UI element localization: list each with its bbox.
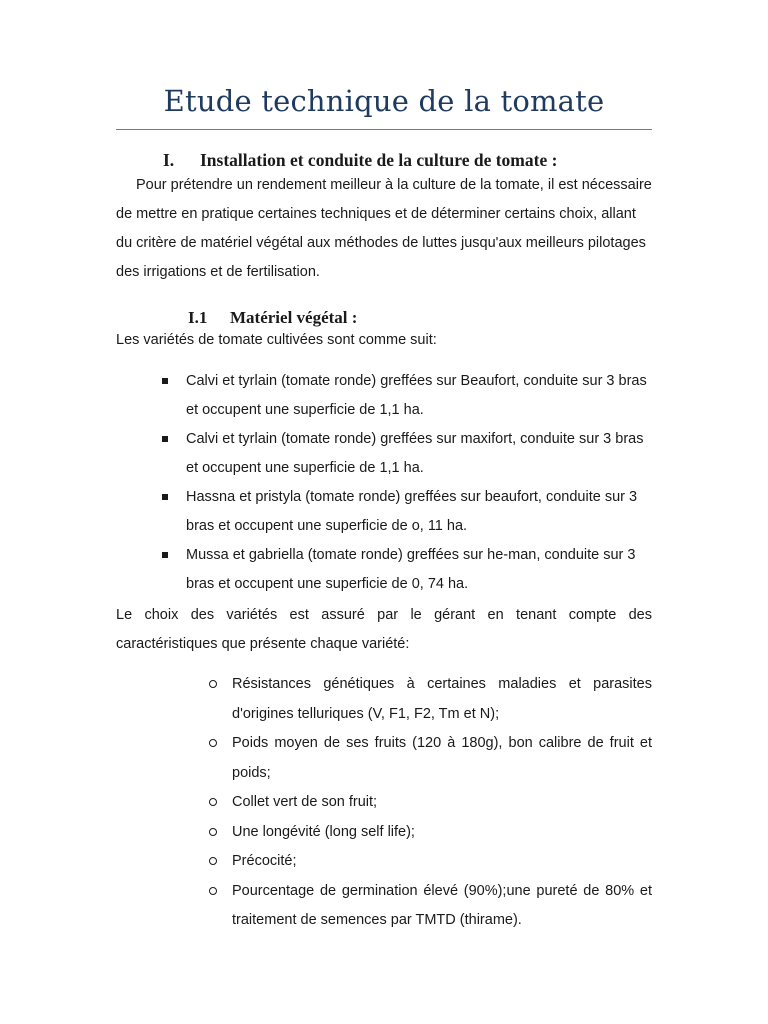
list-item	[160, 367, 656, 425]
circle-bullet-icon	[209, 887, 217, 895]
square-bullet-icon	[162, 436, 168, 442]
list-item-text: Collet vert de son fruit;	[232, 794, 378, 810]
title-underline	[116, 129, 652, 130]
criteria-list	[207, 670, 652, 936]
list-item-text: Pourcentage de germination élevé (90%);une pureté de 80% et traitement de semences par TMTD (thirame).	[232, 882, 652, 928]
circle-bullet-icon	[209, 798, 217, 806]
list-item-text: Précocité;	[232, 853, 297, 869]
intro-text: Pour prétendre un rendement meilleur à la culture de la tomate, il est nécessaire de mettre en pratique certaines techniques et de déterminer certains choix, allant du critère de matériel végétal aux méthodes de luttes jusqu'aux meilleurs pilotages des irrigations et de fertilisation.	[116, 177, 652, 280]
section-title: Installation et conduite de la culture de tomate :	[200, 150, 558, 170]
circle-bullet-icon	[209, 680, 217, 688]
list-item-text: Hassna et pristyla (tomate ronde) greffées sur beaufort, conduite sur 3 bras et occupent une superficie de o, 11 ha.	[186, 489, 638, 534]
list-item	[160, 483, 656, 541]
document-title: Etude technique de la tomate	[163, 84, 605, 118]
list-item	[207, 670, 652, 729]
list-item-text: Une longévité (long self life);	[232, 823, 415, 840]
list-item-text: Résistances génétiques à certaines maladies et parasites d'origines telluriques (V, F1, F2, Tm et N);	[232, 676, 652, 722]
list-item	[160, 541, 656, 599]
circle-bullet-icon	[209, 857, 217, 865]
square-bullet-icon	[162, 494, 168, 500]
section-heading	[163, 150, 557, 171]
circle-bullet-icon	[209, 828, 217, 836]
list-item	[207, 847, 652, 877]
subsection-title: Matériel végétal :	[230, 308, 358, 327]
list-item-text: Poids moyen de ses fruits (120 à 180g), bon calibre de fruit et poids;	[232, 735, 652, 781]
list-item	[207, 729, 652, 788]
list-item	[160, 425, 656, 483]
square-bullet-icon	[162, 378, 168, 384]
list-item	[207, 818, 652, 848]
varieties-lead: Les variétés de tomate cultivées sont comme suit:	[116, 332, 437, 348]
list-item-text: Calvi et tyrlain (tomate ronde) greffées sur maxifort, conduite sur 3 bras et occupent une superficie de 1,1 ha.	[186, 431, 644, 476]
choice-paragraph: Le choix des variétés est assuré par le gérant en tenant compte des caractéristiques que présente chaque variété:	[116, 607, 652, 652]
section-number: I.	[163, 150, 175, 170]
varieties-list	[160, 367, 656, 599]
list-item	[207, 788, 652, 818]
square-bullet-icon	[162, 552, 168, 558]
list-item	[207, 877, 652, 936]
subsection-heading	[188, 308, 357, 328]
subsection-number: I.1	[188, 308, 208, 327]
list-item-text: Mussa et gabriella (tomate ronde) greffées sur he-man, conduite sur 3 bras et occupent une superficie de 0, 74 ha.	[186, 547, 636, 592]
list-item-text: Calvi et tyrlain (tomate ronde) greffées sur Beaufort, conduite sur 3 bras et occupent une superficie de 1,1 ha.	[186, 373, 647, 418]
circle-bullet-icon	[209, 739, 217, 747]
intro-paragraph	[116, 171, 656, 287]
